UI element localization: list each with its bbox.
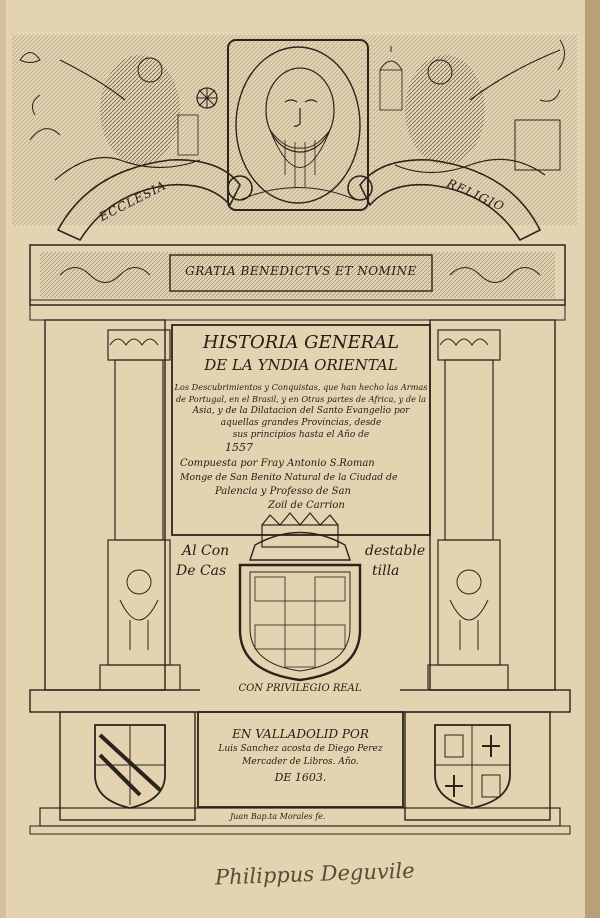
title-line-2: DE LA YNDIA ORIENTAL — [204, 356, 398, 374]
page-edge — [585, 0, 600, 918]
privilege-line: CON PRIVILEGIO REAL — [200, 683, 400, 694]
dedication-left-2: De Cas — [176, 563, 227, 579]
description-line: Los Descubrimientos y Conquistas, que han hecho las Armas — [174, 382, 428, 392]
description-line: sus principios hasta el Año de — [232, 430, 370, 440]
dedication-right-2: tilla — [372, 563, 400, 579]
description-line: Asia, y de la Dilatacion del Santo Evangelio por — [192, 406, 410, 416]
religio-scroll-text: RELIGIO — [444, 176, 507, 214]
description-line: de Portugal, en el Brasil, y en Otras partes de Africa, y de la — [175, 394, 427, 404]
imprint-line-2: Luis Sanchez acosta de Diego Perez — [218, 744, 383, 754]
dedication-left-1: Al Con — [182, 543, 230, 559]
imprint-line-3: Mercader de Libros. Año. — [242, 757, 359, 767]
author-line: Compuesta por Fray Antonio S.Roman — [180, 458, 375, 469]
description-line: aquellas grandes Provincias, desde — [220, 418, 382, 428]
engraver-credit: Juan Bap.ta Morales fe. — [230, 812, 326, 821]
author-line: Zoil de Carrion — [268, 500, 345, 511]
ecclesia-scroll-text: ECCLESIA — [96, 178, 169, 224]
author-line: Monge de San Benito Natural de la Ciudad de — [180, 472, 398, 483]
description-year: 1557 — [225, 441, 253, 454]
dedication-right-1: destable — [365, 543, 426, 559]
imprint-line-4: DE 1603. — [274, 771, 327, 784]
owner-signature: Philippus Deguvile — [214, 858, 415, 890]
imprint-line-1: EN VALLADOLID POR — [232, 727, 369, 741]
frieze-motto: GRATIA BENEDICTVS ET NOMINE — [185, 264, 417, 278]
title-line-1: HISTORIA GENERAL — [202, 332, 400, 353]
author-line: Palencia y Professo de San — [215, 486, 351, 497]
